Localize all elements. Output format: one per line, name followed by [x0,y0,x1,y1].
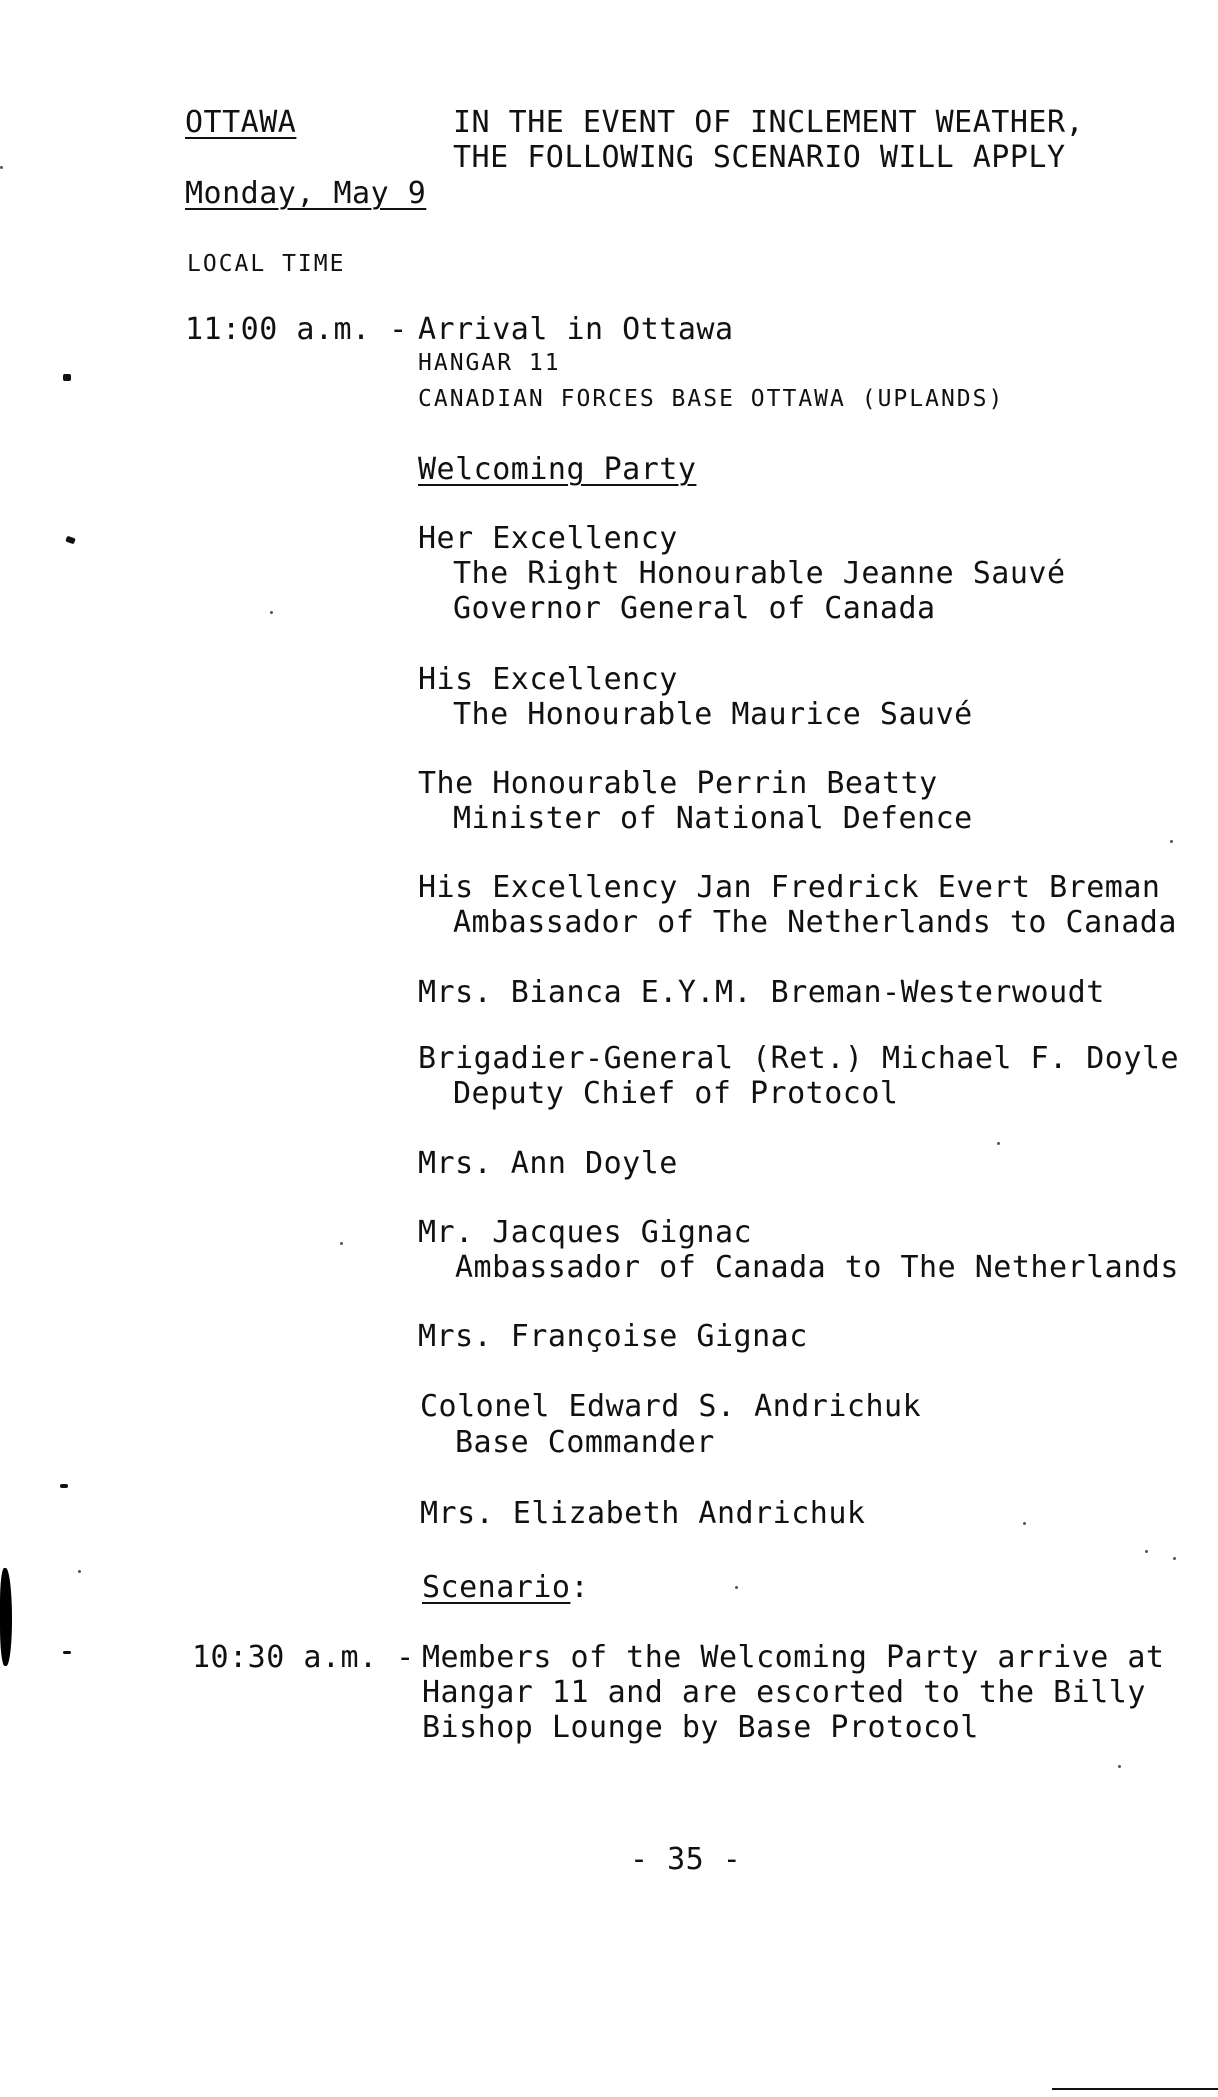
scan-dot [1023,1522,1026,1525]
scan-dot [997,1142,1000,1145]
scan-dot [1170,840,1173,843]
guest-name: Colonel Edward S. Andrichuk [420,1389,922,1424]
guest-name: Mrs. Françoise Gignac [418,1319,808,1354]
guest-title: The Right Honourable Jeanne Sauvé [453,556,1066,591]
guest-name: His Excellency [418,662,678,697]
guest-title: Base Commander [455,1425,715,1460]
scan-edge-blotch [0,1568,12,1666]
arrival-location-base: CANADIAN FORCES BASE OTTAWA (UPLANDS) [418,386,1005,412]
scan-speck [63,374,71,381]
date-heading: Monday, May 9 [185,176,427,211]
scenario-heading-colon: : [570,1570,590,1605]
scan-dot [78,1570,81,1573]
guest-name: Mrs. Bianca E.Y.M. Breman-Westerwoudt [418,975,1105,1010]
scan-speck [60,1484,68,1488]
arrival-title: Arrival in Ottawa [418,312,734,347]
guest-name: His Excellency Jan Fredrick Evert Breman [418,870,1161,905]
scenario-heading: Scenario [422,1570,571,1605]
guest-title: The Honourable Maurice Sauvé [453,697,973,732]
guest-name: The Honourable Perrin Beatty [418,766,938,801]
guest-name: Brigadier-General (Ret.) Michael F. Doyle [418,1041,1180,1076]
guest-name: Mrs. Elizabeth Andrichuk [420,1496,866,1531]
scan-dot [1118,1765,1121,1768]
guest-title: Governor General of Canada [453,591,936,626]
scan-dot [735,1586,738,1589]
scan-speck [63,1651,71,1654]
arrival-location-hangar: HANGAR 11 [418,350,561,376]
guest-name: Mr. Jacques Gignac [418,1215,753,1250]
guest-title: Deputy Chief of Protocol [453,1076,899,1111]
scan-dot [1145,1550,1148,1553]
arrival-time: 11:00 a.m. - [185,312,408,347]
city-heading: OTTAWA [185,105,297,140]
scenario-time: 10:30 a.m. - [192,1640,415,1675]
scan-edge-line [1052,2088,1218,2090]
guest-title: Ambassador of Canada to The Netherlands [455,1250,1179,1285]
page-number: - 35 - [630,1842,742,1877]
scan-dot [1173,1557,1176,1560]
guest-name: Mrs. Ann Doyle [418,1146,678,1181]
scenario-text-line3: Bishop Lounge by Base Protocol [422,1710,979,1745]
scenario-heading-wrap [422,1570,589,1605]
scan-dot [340,1242,343,1245]
welcoming-party-heading: Welcoming Party [418,452,697,487]
guest-title: Minister of National Defence [453,801,973,836]
local-time-label: LOCAL TIME [187,251,346,277]
guest-name: Her Excellency [418,521,678,556]
scenario-text-line2: Hangar 11 and are escorted to the Billy [422,1675,1146,1710]
scan-dot [0,166,3,169]
guest-title: Ambassador of The Netherlands to Canada [453,905,1177,940]
scenario-text-line1: Members of the Welcoming Party arrive at [422,1640,1165,1675]
weather-notice-line1: IN THE EVENT OF INCLEMENT WEATHER, [453,105,1085,140]
scan-speck [65,536,76,545]
weather-notice-line2: THE FOLLOWING SCENARIO WILL APPLY [453,140,1066,175]
scan-dot [270,611,273,614]
